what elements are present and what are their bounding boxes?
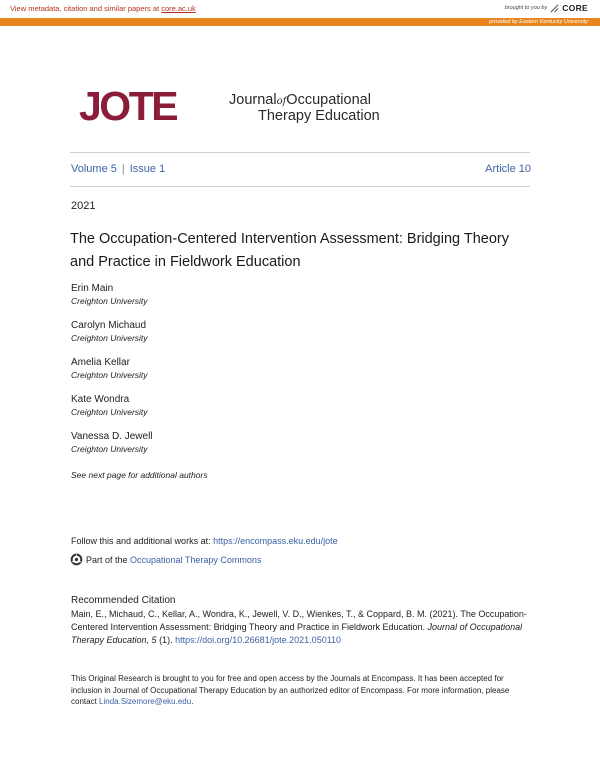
core-logo-icon [550, 4, 559, 13]
author-name: Amelia Kellar [71, 357, 130, 368]
author-name: Vanessa D. Jewell [71, 431, 153, 442]
author-item [71, 393, 153, 430]
part-of-line [70, 553, 261, 566]
citation-text: Main, E., Michaud, C., Kellar, A., Wondra, K., Jewell, V. D., Wienkes, T., & Coppard, B. M. (2021). The Occupation-Centered Intervention Assessment: Bridging Theory and Practice in Fieldwork Education. Journal of Occupational Therapy Education, 5 (1). https://doi.org/10.26681/jote.2021.050110 [71, 609, 527, 645]
author-affiliation: Creighton University [71, 333, 148, 343]
core-banner [0, 0, 600, 18]
journal-title: JournalofOccupational Therapy Education [229, 92, 380, 124]
core-name: CORE [562, 3, 588, 13]
follow-text: Follow this and additional works at: [71, 536, 214, 546]
divider-bottom [70, 186, 530, 187]
contact-email-link[interactable]: Linda.Sizemore@eku.edu [99, 697, 192, 706]
citation-journal: Journal of Occupational Therapy Education, 5 [71, 622, 523, 645]
access-statement: This Original Research is brought to you for free and open access by the Journals at Encompass. It has been accepted for inclusion in Journal of Occupational Therapy Education by an authorized editor of Encompass. For more information, please contact Linda.Sizemore@eku.edu. [71, 674, 510, 706]
doi-link[interactable]: https://doi.org/10.26681/jote.2021.050110 [175, 635, 342, 645]
author-item [71, 356, 153, 393]
author-list [71, 282, 153, 467]
author-affiliation: Creighton University [71, 370, 148, 380]
author-affiliation: Creighton University [71, 444, 148, 454]
core-provided-bar [0, 18, 600, 26]
author-item [71, 282, 153, 319]
author-affiliation: Creighton University [71, 407, 148, 417]
provided-by-text: provided by Eastern Kentucky University [489, 19, 588, 25]
author-name: Erin Main [71, 283, 114, 294]
author-affiliation: Creighton University [71, 296, 148, 306]
author-item [71, 319, 153, 356]
issue-row [71, 163, 531, 175]
publication-year: 2021 [71, 200, 96, 212]
part-of-text: Part of the [86, 554, 131, 565]
jote-logo: JOTE [79, 83, 177, 129]
author-item [71, 430, 153, 467]
author-name: Kate Wondra [71, 394, 130, 405]
brought-by-text: brought to you by [504, 5, 548, 11]
author-name: Carolyn Michaud [71, 320, 147, 331]
core-brought-by[interactable] [505, 3, 588, 13]
more-authors-note: See next page for additional authors [71, 470, 208, 480]
issue-separator: | [121, 163, 125, 175]
divider-top [70, 152, 530, 153]
commons-link[interactable]: Occupational Therapy Commons [130, 554, 262, 565]
recommended-citation [71, 594, 531, 647]
follow-url-link[interactable]: https://encompass.eku.edu/jote [213, 536, 338, 546]
citation-heading: Recommended Citation [71, 595, 176, 606]
article-link[interactable]: Article 10 [485, 163, 531, 175]
core-view-link[interactable]: View metadata, citation and similar papers at core.ac.uk [10, 4, 196, 13]
follow-line [71, 536, 338, 546]
article-title: The Occupation-Centered Intervention Assessment: Bridging Theory and Practice in Fieldwork Education [70, 231, 509, 270]
issue-link[interactable]: Issue 1 [129, 163, 166, 175]
volume-link[interactable]: Volume 5 [71, 163, 117, 175]
network-icon [70, 553, 83, 566]
